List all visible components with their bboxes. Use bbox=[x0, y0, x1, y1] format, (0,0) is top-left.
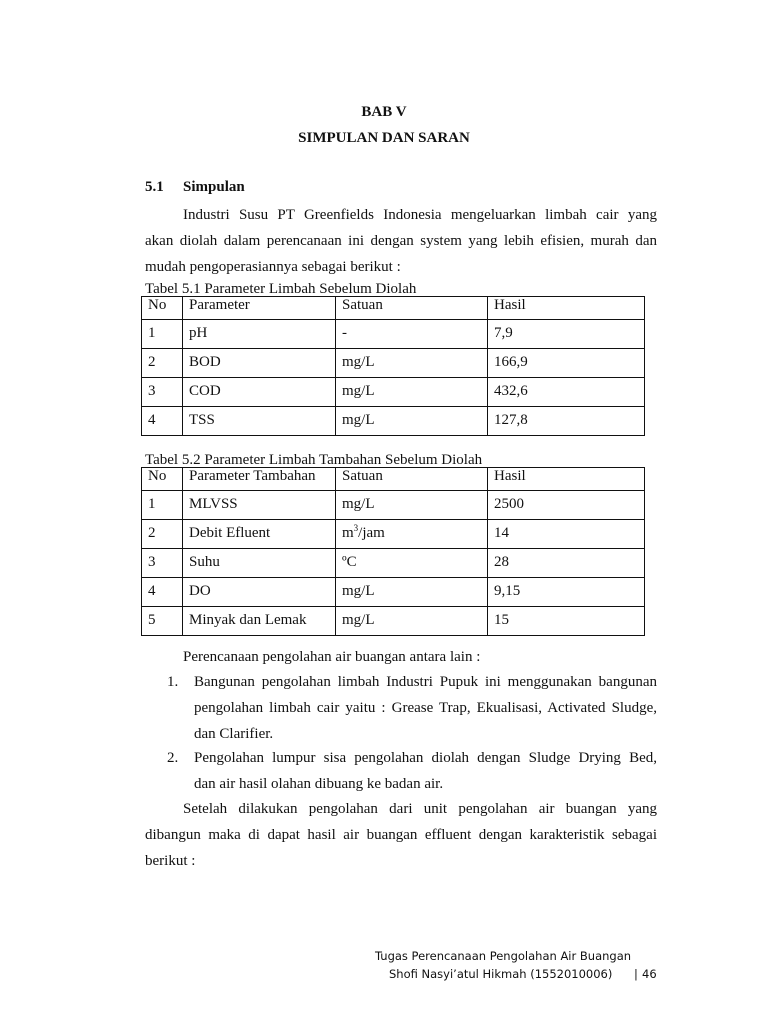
table-cell: Minyak dan Lemak bbox=[183, 607, 336, 636]
table-cell: 2 bbox=[142, 349, 183, 378]
table-row bbox=[142, 607, 645, 636]
table-row bbox=[142, 407, 645, 436]
unit-cell bbox=[336, 520, 488, 549]
table-cell: mg/L bbox=[336, 407, 488, 436]
table-cell: MLVSS bbox=[183, 491, 336, 520]
table-row bbox=[142, 520, 645, 549]
intro-line-2: akan diolah dalam perencanaan ini dengan system yang lebih efisien, murah dan bbox=[145, 233, 657, 249]
table-row bbox=[142, 491, 645, 520]
chapter-heading: BAB V bbox=[361, 104, 407, 120]
table-cell: 432,6 bbox=[488, 378, 645, 407]
list-item-line: pengolahan limbah cair yaitu : Grease Trap, Ekualisasi, Activated Sludge, bbox=[194, 700, 657, 716]
table-cell: Suhu bbox=[183, 549, 336, 578]
table-cell: 166,9 bbox=[488, 349, 645, 378]
table2-header-cell: Hasil bbox=[488, 468, 645, 491]
table-cell: 1 bbox=[142, 491, 183, 520]
table-cell: 14 bbox=[488, 520, 645, 549]
table2-header-row bbox=[142, 468, 645, 491]
section-number: 5.1 bbox=[145, 179, 164, 195]
table-row bbox=[142, 349, 645, 378]
table-cell: Debit Efluent bbox=[183, 520, 336, 549]
table-cell: TSS bbox=[183, 407, 336, 436]
list-item-line: dan Clarifier. bbox=[194, 726, 274, 742]
table-cell: 2 bbox=[142, 520, 183, 549]
table-cell: 28 bbox=[488, 549, 645, 578]
table1-caption: Tabel 5.1 Parameter Limbah Sebelum Diolah bbox=[145, 281, 417, 297]
table-cell: pH bbox=[183, 320, 336, 349]
plan-intro: Perencanaan pengolahan air buangan antara lain : bbox=[183, 649, 481, 665]
table-cell: 3 bbox=[142, 549, 183, 578]
table-cell: mg/L bbox=[336, 578, 488, 607]
intro-line-3: mudah pengoperasiannya sebagai berikut : bbox=[145, 259, 401, 275]
footer-page-separator: | bbox=[634, 967, 638, 981]
page-number: 46 bbox=[642, 967, 657, 981]
closing-line-1: Setelah dilakukan pengolahan dari unit pengolahan air buangan yang bbox=[183, 801, 657, 817]
table1-header-cell: Parameter bbox=[183, 297, 336, 320]
unit-base: m bbox=[342, 525, 354, 541]
table-cell: DO bbox=[183, 578, 336, 607]
table-cell: BOD bbox=[183, 349, 336, 378]
table-cell: 5 bbox=[142, 607, 183, 636]
table-cell: mg/L bbox=[336, 378, 488, 407]
table-cell: mg/L bbox=[336, 607, 488, 636]
table-cell: 1 bbox=[142, 320, 183, 349]
table-row bbox=[142, 549, 645, 578]
table-cell: 9,15 bbox=[488, 578, 645, 607]
table-cell: COD bbox=[183, 378, 336, 407]
list-number: 1. bbox=[167, 674, 179, 690]
section-title: Simpulan bbox=[183, 179, 245, 195]
table1-header-cell: Satuan bbox=[336, 297, 488, 320]
table-row bbox=[142, 578, 645, 607]
list-item bbox=[194, 669, 657, 747]
list-item bbox=[194, 745, 657, 797]
table-cell: 15 bbox=[488, 607, 645, 636]
table1 bbox=[141, 296, 645, 436]
table2-header-cell: Parameter Tambahan bbox=[183, 468, 336, 491]
table-cell: 3 bbox=[142, 378, 183, 407]
closing-paragraph bbox=[145, 796, 657, 874]
intro-paragraph bbox=[145, 202, 657, 280]
footer-author: Shofi Nasyi’atul Hikmah (1552010006) bbox=[389, 967, 613, 981]
table1-header-cell: Hasil bbox=[488, 297, 645, 320]
table-row bbox=[142, 378, 645, 407]
list-item-line: Pengolahan lumpur sisa pengolahan diolah dengan Sludge Drying Bed, bbox=[194, 750, 657, 766]
table-cell: mg/L bbox=[336, 349, 488, 378]
list-number: 2. bbox=[167, 750, 179, 766]
unit-superscript: 3 bbox=[353, 523, 359, 533]
table-cell: - bbox=[336, 320, 488, 349]
table2-header-cell: No bbox=[142, 468, 183, 491]
table-cell: 2500 bbox=[488, 491, 645, 520]
table-cell: 4 bbox=[142, 578, 183, 607]
footer-course-title: Tugas Perencanaan Pengolahan Air Buangan bbox=[375, 949, 632, 963]
table-cell: 127,8 bbox=[488, 407, 645, 436]
closing-line-2: dibangun maka di dapat hasil air buangan effluent dengan karakteristik sebagai bbox=[145, 827, 657, 843]
table1-header-cell: No bbox=[142, 297, 183, 320]
table1-header-row bbox=[142, 297, 645, 320]
table-cell: ºC bbox=[336, 549, 488, 578]
list-item-line: Bangunan pengolahan limbah Industri Pupuk ini menggunakan bangunan bbox=[194, 674, 657, 690]
chapter-title: SIMPULAN DAN SARAN bbox=[298, 130, 470, 146]
table-cell: mg/L bbox=[336, 491, 488, 520]
table-row bbox=[142, 320, 645, 349]
table2 bbox=[141, 467, 645, 636]
table2-caption: Tabel 5.2 Parameter Limbah Tambahan Sebelum Diolah bbox=[145, 452, 483, 468]
table-cell: 4 bbox=[142, 407, 183, 436]
list-item-line: dan air hasil olahan dibuang ke badan air. bbox=[194, 776, 444, 792]
intro-line-1: Industri Susu PT Greenfields Indonesia mengeluarkan limbah cair yang bbox=[183, 207, 657, 223]
closing-line-3: berikut : bbox=[145, 853, 196, 869]
table2-header-cell: Satuan bbox=[336, 468, 488, 491]
unit-suffix: /jam bbox=[358, 525, 385, 541]
table-cell: 7,9 bbox=[488, 320, 645, 349]
